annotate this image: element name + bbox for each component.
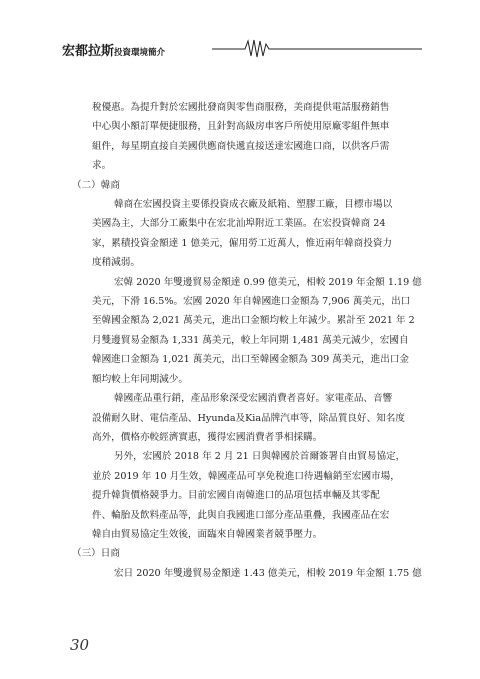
text-line: 韓國進口金額為 1,021 萬美元，出口至韓國金額為 309 萬美元，進出口金 [92,354,410,366]
text-line: 額均較上年同期減少。 [92,373,188,385]
text-line: 度稍減弱。 [92,257,140,269]
text-line: 韓自由貿易協定生效後，面臨來自韓國業者競爭壓力。 [92,528,323,540]
text-line: 美元，下滑 16.5%。宏國 2020 年自韓國進口金額為 7,906 萬美元，出口 [92,296,411,308]
header-title-main: 宏都拉斯 [62,44,115,59]
header-title-sub: 投資環境簡介 [114,48,166,58]
text-line: 宏日 2020 年雙邊貿易金額達 1.43 億美元，相較 2019 年金額 1.75 億 [114,567,422,579]
paragraph-japan-1 [92,564,422,583]
text-line: 至韓國金額為 2,021 萬美元，進出口金額均較上年減少。累計至 2021 年 2 [92,315,415,327]
text-line: 宏韓 2020 年雙邊貿易金額達 0.99 億美元，相較 2019 年金額 1.19 億 [114,276,422,288]
text-line: 件、輪胎及飲料產品等，此與自我國進口部分產品重疊，我國產品在宏 [92,509,390,521]
header-wave-line [62,36,422,60]
text-line: 中心與小額訂單便捷服務，且針對高級房車客戶所使用原廠零組件無車 [92,121,390,133]
text-line: 求。 [92,160,112,172]
section-heading-korea: （二）韓商 [72,179,120,191]
text-line: 另外，宏國於 2018 年 2 月 21 日與韓國於首爾簽署自由貿易協定， [114,451,406,463]
text-line: 組件，每星期直接自美國供應商快遞直接送達宏國進口商，以供客戶需 [92,140,390,152]
paragraph-korea-3 [92,389,416,447]
text-line: 高外，價格亦較經濟實惠，獲得宏國消費者爭相採購。 [92,431,323,443]
paragraph-korea-2 [92,273,422,389]
paragraph-korea-1 [92,195,416,273]
text-line: 設備耐久財、電信產品、Hyunda及Kia品牌汽車等，除品質良好、知名度 [92,412,405,424]
text-line: 稅優惠。為提升對於宏國批發商與零售商服務，美商提供電話服務銷售 [92,102,390,113]
paragraph-intro [92,98,416,176]
text-line: 提升韓貨價格競爭力。目前宏國自南韓進口的品項包括車輛及其零配 [92,490,380,502]
section-heading-japan: （三）日商 [72,548,120,560]
page-header [62,36,422,60]
paragraph-korea-4 [92,447,416,544]
text-line: 韓商在宏國投資主要係投資成衣廠及紙箱、塑膠工廠，目標市場以 [114,199,393,211]
page-number: 30 [70,636,90,654]
text-line: 家，累積投資金額達 1 億美元，僱用勞工近萬人，惟近兩年韓商投資力 [92,237,393,249]
text-line: 月雙邊貿易金額為 1,331 萬美元，較上年同期 1,481 萬美元減少，宏國自 [92,334,409,346]
text-line: 並於 2019 年 10 月生效，韓國產品可享免稅進口待遇輸銷至宏國市場， [92,470,400,482]
document-body [72,98,422,583]
text-line: 韓國產品重行銷，產品形象深受宏國消費者喜好。家電產品、音響 [114,393,393,405]
text-line: 美國為主，大部分工廠集中在宏北汕埠附近工業區。在宏投資韓商 24 [92,218,386,230]
